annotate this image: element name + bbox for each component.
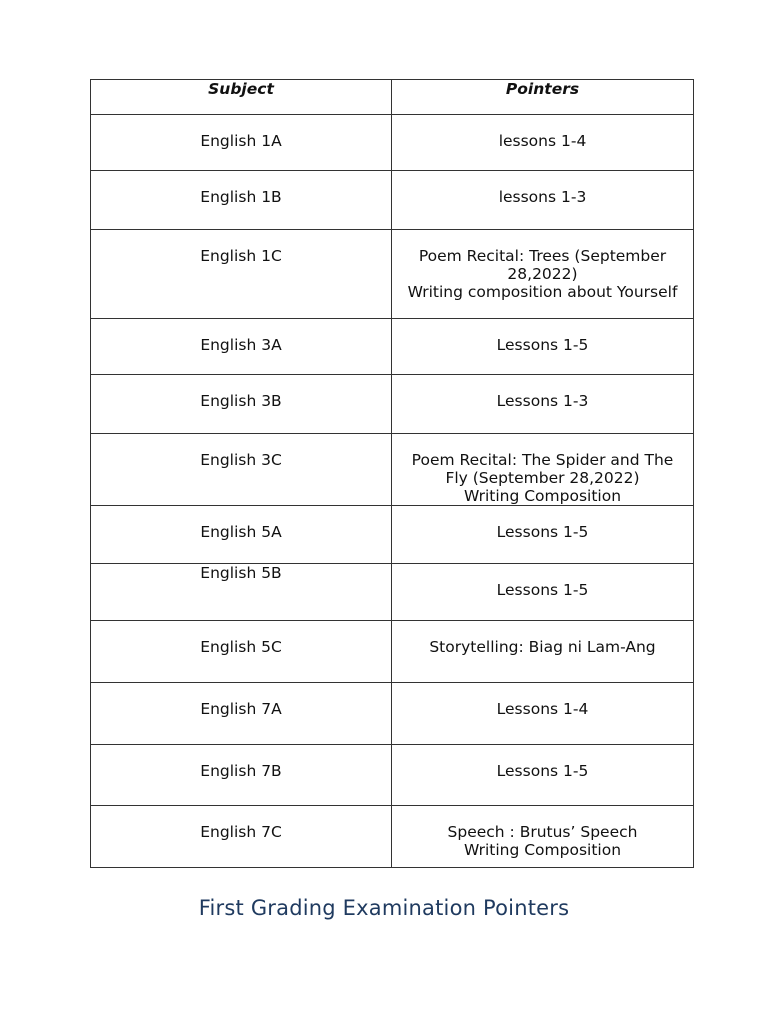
subject-cell: English 3B [91, 375, 392, 434]
document-title: First Grading Examination Pointers [198, 896, 570, 920]
subject-cell: English 1B [91, 171, 392, 230]
table-header-row [91, 80, 694, 115]
subject-cell: English 1A [91, 115, 392, 171]
pointers-cell: lessons 1-3 [392, 171, 694, 230]
table-row [91, 683, 694, 745]
table-row [91, 319, 694, 375]
pointers-cell: Poem Recital: The Spider and The Fly (September 28,2022) Writing Composition [392, 434, 694, 506]
subject-cell: English 3A [91, 319, 392, 375]
table-row [91, 375, 694, 434]
pointers-cell: Poem Recital: Trees (September 28,2022) Writing composition about Yourself [392, 230, 694, 319]
subject-cell: English 7A [91, 683, 392, 745]
subject-cell: English 5A [91, 506, 392, 564]
table-row [91, 745, 694, 806]
pointers-cell: Lessons 1-5 [392, 564, 694, 621]
pointers-cell: Lessons 1-5 [392, 745, 694, 806]
table-row [91, 506, 694, 564]
table-row [91, 621, 694, 683]
table-row [91, 434, 694, 506]
table-row [91, 115, 694, 171]
subject-cell: English 1C [91, 230, 392, 319]
table-row [91, 171, 694, 230]
pointers-cell: Lessons 1-5 [392, 319, 694, 375]
pointers-cell: Lessons 1-4 [392, 683, 694, 745]
subject-column-header: Subject [91, 80, 392, 115]
pointers-cell: lessons 1-4 [392, 115, 694, 171]
pointers-table [90, 79, 694, 868]
table-row [91, 230, 694, 319]
pointers-cell: Storytelling: Biag ni Lam-Ang [392, 621, 694, 683]
pointers-column-header: Pointers [392, 80, 694, 115]
subject-cell: English 5C [91, 621, 392, 683]
table-row [91, 806, 694, 868]
pointers-cell: Lessons 1-5 [392, 506, 694, 564]
table-row [91, 564, 694, 621]
subject-cell: English 5B [91, 564, 392, 621]
pointers-cell: Speech : Brutus’ Speech Writing Composition [392, 806, 694, 868]
pointers-cell: Lessons 1-3 [392, 375, 694, 434]
subject-cell: English 7C [91, 806, 392, 868]
subject-cell: English 3C [91, 434, 392, 506]
subject-cell: English 7B [91, 745, 392, 806]
